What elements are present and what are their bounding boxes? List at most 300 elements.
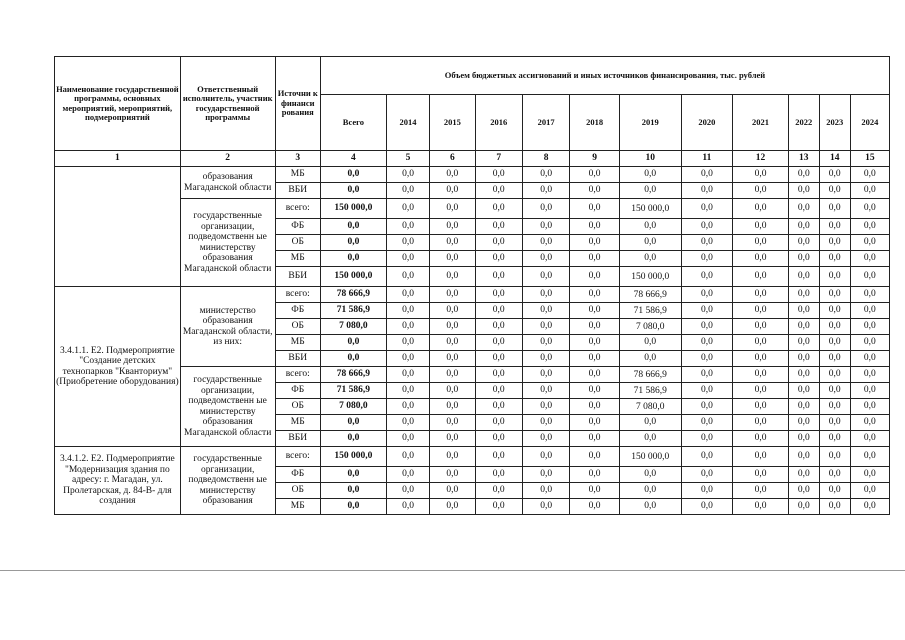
year-value-cell: 0,0 xyxy=(788,415,819,431)
year-value-cell: 0,0 xyxy=(386,431,429,447)
year-value-cell: 0,0 xyxy=(522,287,569,303)
year-value-cell: 0,0 xyxy=(475,399,522,415)
year-value-cell: 0,0 xyxy=(430,167,475,183)
source-cell: ФБ xyxy=(275,467,320,483)
year-value-cell: 0,0 xyxy=(570,235,619,251)
year-value-cell: 0,0 xyxy=(733,235,789,251)
year-value-cell: 0,0 xyxy=(430,287,475,303)
year-value-cell: 0,0 xyxy=(850,447,889,467)
source-cell: ВБИ xyxy=(275,351,320,367)
year-value-cell: 0,0 xyxy=(850,267,889,287)
year-value-cell: 0,0 xyxy=(386,399,429,415)
total-cell: 0,0 xyxy=(320,415,386,431)
source-cell: ОБ xyxy=(275,235,320,251)
year-value-cell: 0,0 xyxy=(522,399,569,415)
year-value-cell: 0,0 xyxy=(788,219,819,235)
year-value-cell: 0,0 xyxy=(733,199,789,219)
year-value-cell: 0,0 xyxy=(681,303,733,319)
year-value-cell: 0,0 xyxy=(819,367,850,383)
year-value-cell: 78 666,9 xyxy=(619,367,681,383)
year-value-cell: 0,0 xyxy=(819,467,850,483)
year-value-cell: 0,0 xyxy=(570,367,619,383)
year-value-cell: 0,0 xyxy=(570,251,619,267)
year-value-cell: 0,0 xyxy=(819,383,850,399)
year-value-cell: 0,0 xyxy=(681,251,733,267)
year-value-cell: 0,0 xyxy=(386,483,429,499)
year-value-cell: 0,0 xyxy=(522,467,569,483)
table-row xyxy=(55,287,890,303)
year-value-cell: 0,0 xyxy=(570,383,619,399)
year-value-cell: 0,0 xyxy=(570,287,619,303)
year-value-cell: 0,0 xyxy=(733,415,789,431)
total-cell: 0,0 xyxy=(320,467,386,483)
total-cell: 150 000,0 xyxy=(320,267,386,287)
year-value-cell: 0,0 xyxy=(819,183,850,199)
header-year: 2015 xyxy=(430,95,475,151)
source-cell: всего: xyxy=(275,367,320,383)
year-value-cell: 0,0 xyxy=(430,251,475,267)
year-value-cell: 0,0 xyxy=(522,335,569,351)
year-value-cell: 0,0 xyxy=(681,335,733,351)
year-value-cell: 71 586,9 xyxy=(619,303,681,319)
year-value-cell: 0,0 xyxy=(430,267,475,287)
year-value-cell: 0,0 xyxy=(681,383,733,399)
total-cell: 0,0 xyxy=(320,351,386,367)
header-responsible-col: Ответственный исполнитель, участник государственной программы xyxy=(180,57,275,151)
year-value-cell: 0,0 xyxy=(386,303,429,319)
year-value-cell: 0,0 xyxy=(386,251,429,267)
year-value-cell: 0,0 xyxy=(681,499,733,515)
budget-table-sheet xyxy=(54,56,890,515)
year-value-cell: 0,0 xyxy=(430,499,475,515)
header-volume-col: Объем бюджетных ассигнований и иных источников финансирования, тыс. рублей xyxy=(320,57,889,95)
year-value-cell: 0,0 xyxy=(522,431,569,447)
year-value-cell: 0,0 xyxy=(850,415,889,431)
year-value-cell: 0,0 xyxy=(619,499,681,515)
year-value-cell: 0,0 xyxy=(681,415,733,431)
column-number: 9 xyxy=(570,151,619,167)
year-value-cell: 0,0 xyxy=(850,467,889,483)
measure-name-cell xyxy=(55,167,181,287)
year-value-cell: 0,0 xyxy=(475,431,522,447)
year-value-cell: 0,0 xyxy=(850,219,889,235)
year-value-cell: 0,0 xyxy=(475,183,522,199)
year-value-cell: 0,0 xyxy=(681,183,733,199)
year-value-cell: 0,0 xyxy=(570,499,619,515)
table-row xyxy=(55,167,890,183)
year-value-cell: 0,0 xyxy=(430,383,475,399)
year-value-cell: 0,0 xyxy=(522,367,569,383)
page-divider xyxy=(0,570,905,571)
year-value-cell: 0,0 xyxy=(386,287,429,303)
source-cell: ФБ xyxy=(275,303,320,319)
year-value-cell: 0,0 xyxy=(733,467,789,483)
year-value-cell: 0,0 xyxy=(681,235,733,251)
year-value-cell: 0,0 xyxy=(570,447,619,467)
column-number: 11 xyxy=(681,151,733,167)
total-cell: 0,0 xyxy=(320,335,386,351)
year-value-cell: 0,0 xyxy=(386,467,429,483)
total-cell: 71 586,9 xyxy=(320,303,386,319)
year-value-cell: 0,0 xyxy=(430,303,475,319)
year-value-cell: 0,0 xyxy=(788,183,819,199)
year-value-cell: 0,0 xyxy=(788,167,819,183)
column-number: 4 xyxy=(320,151,386,167)
total-cell: 0,0 xyxy=(320,183,386,199)
year-value-cell: 0,0 xyxy=(570,303,619,319)
source-cell: ФБ xyxy=(275,383,320,399)
year-value-cell: 0,0 xyxy=(619,415,681,431)
year-value-cell: 0,0 xyxy=(733,499,789,515)
year-value-cell: 0,0 xyxy=(386,167,429,183)
year-value-cell: 0,0 xyxy=(733,399,789,415)
table-row xyxy=(55,447,890,467)
year-value-cell: 0,0 xyxy=(788,199,819,219)
source-cell: МБ xyxy=(275,251,320,267)
year-value-cell: 0,0 xyxy=(850,383,889,399)
year-value-cell: 0,0 xyxy=(522,303,569,319)
column-number: 14 xyxy=(819,151,850,167)
year-value-cell: 0,0 xyxy=(386,199,429,219)
header-year: 2023 xyxy=(819,95,850,151)
year-value-cell: 0,0 xyxy=(522,351,569,367)
year-value-cell: 0,0 xyxy=(430,447,475,467)
year-value-cell: 0,0 xyxy=(570,351,619,367)
year-value-cell: 0,0 xyxy=(681,467,733,483)
year-value-cell: 0,0 xyxy=(475,367,522,383)
budget-table xyxy=(54,56,890,515)
year-value-cell: 0,0 xyxy=(619,251,681,267)
year-value-cell: 0,0 xyxy=(788,383,819,399)
year-value-cell: 0,0 xyxy=(386,447,429,467)
year-value-cell: 0,0 xyxy=(819,335,850,351)
year-value-cell: 0,0 xyxy=(850,499,889,515)
year-value-cell: 0,0 xyxy=(819,351,850,367)
year-value-cell: 0,0 xyxy=(570,335,619,351)
source-cell: МБ xyxy=(275,499,320,515)
year-value-cell: 0,0 xyxy=(619,235,681,251)
year-value-cell: 0,0 xyxy=(475,287,522,303)
year-value-cell: 0,0 xyxy=(819,447,850,467)
year-value-cell: 0,0 xyxy=(475,499,522,515)
year-value-cell: 0,0 xyxy=(788,287,819,303)
year-value-cell: 0,0 xyxy=(681,287,733,303)
year-value-cell: 0,0 xyxy=(570,483,619,499)
year-value-cell: 0,0 xyxy=(850,303,889,319)
year-value-cell: 0,0 xyxy=(788,303,819,319)
source-cell: всего: xyxy=(275,199,320,219)
year-value-cell: 0,0 xyxy=(733,483,789,499)
year-value-cell: 0,0 xyxy=(850,167,889,183)
header-year: 2014 xyxy=(386,95,429,151)
year-value-cell: 0,0 xyxy=(570,167,619,183)
year-value-cell: 0,0 xyxy=(570,267,619,287)
column-number: 5 xyxy=(386,151,429,167)
year-value-cell: 0,0 xyxy=(522,267,569,287)
table-row xyxy=(55,367,890,383)
year-value-cell: 0,0 xyxy=(570,199,619,219)
responsible-cell: министерство образования Магаданской области, из них: xyxy=(180,287,275,367)
year-value-cell: 0,0 xyxy=(850,251,889,267)
year-value-cell: 0,0 xyxy=(788,399,819,415)
measure-name-cell: 3.4.1.2. Е2. Подмероприятие "Модернизация здания по адресу: г. Магадан, ул. Пролетарская, д. 84-В- для создания xyxy=(55,447,181,515)
table-row xyxy=(55,199,890,219)
year-value-cell: 0,0 xyxy=(430,219,475,235)
year-value-cell: 0,0 xyxy=(850,431,889,447)
table-body xyxy=(55,167,890,515)
total-cell: 0,0 xyxy=(320,251,386,267)
year-value-cell: 0,0 xyxy=(386,183,429,199)
year-value-cell: 0,0 xyxy=(819,287,850,303)
source-cell: ОБ xyxy=(275,319,320,335)
total-cell: 7 080,0 xyxy=(320,319,386,335)
year-value-cell: 0,0 xyxy=(430,319,475,335)
year-value-cell: 0,0 xyxy=(850,399,889,415)
year-value-cell: 0,0 xyxy=(819,167,850,183)
year-value-cell: 0,0 xyxy=(619,219,681,235)
total-cell: 150 000,0 xyxy=(320,447,386,467)
header-year: 2016 xyxy=(475,95,522,151)
header-year: 2021 xyxy=(733,95,789,151)
year-value-cell: 0,0 xyxy=(850,367,889,383)
year-value-cell: 0,0 xyxy=(733,351,789,367)
year-value-cell: 0,0 xyxy=(522,219,569,235)
year-value-cell: 0,0 xyxy=(681,267,733,287)
header-year: 2020 xyxy=(681,95,733,151)
column-number: 13 xyxy=(788,151,819,167)
year-value-cell: 0,0 xyxy=(788,335,819,351)
year-value-cell: 0,0 xyxy=(788,235,819,251)
year-value-cell: 0,0 xyxy=(475,303,522,319)
year-value-cell: 0,0 xyxy=(850,199,889,219)
year-value-cell: 0,0 xyxy=(522,483,569,499)
column-number: 8 xyxy=(522,151,569,167)
year-value-cell: 0,0 xyxy=(819,431,850,447)
year-value-cell: 0,0 xyxy=(475,235,522,251)
year-value-cell: 0,0 xyxy=(522,183,569,199)
total-cell: 0,0 xyxy=(320,235,386,251)
year-value-cell: 0,0 xyxy=(850,183,889,199)
year-value-cell: 0,0 xyxy=(733,303,789,319)
responsible-cell: государственные организации, подведомственн ые министерству образования Магаданской области xyxy=(180,199,275,287)
source-cell: ОБ xyxy=(275,483,320,499)
total-cell: 7 080,0 xyxy=(320,399,386,415)
header-year: 2017 xyxy=(522,95,569,151)
year-value-cell: 0,0 xyxy=(570,415,619,431)
year-value-cell: 0,0 xyxy=(475,335,522,351)
year-value-cell: 0,0 xyxy=(386,367,429,383)
year-value-cell: 0,0 xyxy=(733,251,789,267)
year-value-cell: 0,0 xyxy=(570,319,619,335)
year-value-cell: 0,0 xyxy=(430,335,475,351)
year-value-cell: 0,0 xyxy=(619,467,681,483)
year-value-cell: 0,0 xyxy=(475,447,522,467)
source-cell: ОБ xyxy=(275,399,320,415)
year-value-cell: 0,0 xyxy=(850,319,889,335)
year-value-cell: 0,0 xyxy=(733,383,789,399)
year-value-cell: 0,0 xyxy=(819,235,850,251)
year-value-cell: 0,0 xyxy=(850,335,889,351)
year-value-cell: 0,0 xyxy=(522,383,569,399)
year-value-cell: 0,0 xyxy=(430,431,475,447)
column-number: 6 xyxy=(430,151,475,167)
year-value-cell: 0,0 xyxy=(819,303,850,319)
year-value-cell: 0,0 xyxy=(681,483,733,499)
year-value-cell: 0,0 xyxy=(681,167,733,183)
year-value-cell: 0,0 xyxy=(788,447,819,467)
year-value-cell: 0,0 xyxy=(733,287,789,303)
year-value-cell: 7 080,0 xyxy=(619,319,681,335)
year-value-cell: 0,0 xyxy=(681,367,733,383)
year-value-cell: 0,0 xyxy=(475,251,522,267)
year-value-cell: 0,0 xyxy=(788,267,819,287)
year-value-cell: 0,0 xyxy=(819,499,850,515)
year-value-cell: 0,0 xyxy=(570,431,619,447)
year-value-cell: 150 000,0 xyxy=(619,199,681,219)
year-value-cell: 0,0 xyxy=(430,199,475,219)
column-number: 3 xyxy=(275,151,320,167)
year-value-cell: 0,0 xyxy=(386,235,429,251)
year-value-cell: 0,0 xyxy=(733,219,789,235)
year-value-cell: 0,0 xyxy=(681,319,733,335)
source-cell: МБ xyxy=(275,335,320,351)
total-cell: 150 000,0 xyxy=(320,199,386,219)
year-value-cell: 0,0 xyxy=(430,399,475,415)
year-value-cell: 0,0 xyxy=(570,183,619,199)
year-value-cell: 0,0 xyxy=(386,383,429,399)
source-cell: ВБИ xyxy=(275,183,320,199)
year-value-cell: 0,0 xyxy=(681,219,733,235)
year-value-cell: 0,0 xyxy=(386,319,429,335)
year-value-cell: 0,0 xyxy=(850,483,889,499)
column-number-row xyxy=(55,151,890,167)
column-number: 12 xyxy=(733,151,789,167)
year-value-cell: 0,0 xyxy=(570,399,619,415)
year-value-cell: 0,0 xyxy=(386,351,429,367)
year-value-cell: 7 080,0 xyxy=(619,399,681,415)
year-value-cell: 0,0 xyxy=(681,199,733,219)
responsible-cell: государственные организации, подведомственн ые министерству образования xyxy=(180,447,275,515)
year-value-cell: 0,0 xyxy=(475,167,522,183)
total-cell: 0,0 xyxy=(320,167,386,183)
year-value-cell: 0,0 xyxy=(386,267,429,287)
year-value-cell: 0,0 xyxy=(788,351,819,367)
year-value-cell: 0,0 xyxy=(430,183,475,199)
year-value-cell: 0,0 xyxy=(788,483,819,499)
column-number: 15 xyxy=(850,151,889,167)
header-source-col: Источни к финанси рования xyxy=(275,57,320,151)
year-value-cell: 0,0 xyxy=(733,267,789,287)
header-year: 2022 xyxy=(788,95,819,151)
year-value-cell: 0,0 xyxy=(430,235,475,251)
year-value-cell: 0,0 xyxy=(475,267,522,287)
year-value-cell: 0,0 xyxy=(386,499,429,515)
year-value-cell: 78 666,9 xyxy=(619,287,681,303)
year-value-cell: 0,0 xyxy=(850,351,889,367)
year-value-cell: 0,0 xyxy=(619,351,681,367)
year-value-cell: 0,0 xyxy=(619,431,681,447)
total-cell: 0,0 xyxy=(320,483,386,499)
year-value-cell: 0,0 xyxy=(733,367,789,383)
year-value-cell: 0,0 xyxy=(681,351,733,367)
year-value-cell: 0,0 xyxy=(619,335,681,351)
source-cell: ВБИ xyxy=(275,267,320,287)
year-value-cell: 0,0 xyxy=(619,483,681,499)
year-value-cell: 0,0 xyxy=(522,167,569,183)
year-value-cell: 0,0 xyxy=(475,483,522,499)
year-value-cell: 0,0 xyxy=(475,415,522,431)
year-value-cell: 0,0 xyxy=(788,467,819,483)
source-cell: ФБ xyxy=(275,219,320,235)
year-value-cell: 0,0 xyxy=(788,319,819,335)
year-value-cell: 0,0 xyxy=(681,399,733,415)
source-cell: всего: xyxy=(275,447,320,467)
header-name-col: Наименование государственной программы, основных мероприятий, мероприятий, подмероприятий xyxy=(55,57,181,151)
total-cell: 71 586,9 xyxy=(320,383,386,399)
year-value-cell: 0,0 xyxy=(819,415,850,431)
year-value-cell: 0,0 xyxy=(386,219,429,235)
year-value-cell: 0,0 xyxy=(475,383,522,399)
year-value-cell: 0,0 xyxy=(733,335,789,351)
year-value-cell: 150 000,0 xyxy=(619,267,681,287)
year-value-cell: 0,0 xyxy=(788,251,819,267)
header-year: 2019 xyxy=(619,95,681,151)
year-value-cell: 0,0 xyxy=(819,267,850,287)
year-value-cell: 0,0 xyxy=(570,467,619,483)
total-cell: 78 666,9 xyxy=(320,367,386,383)
year-value-cell: 0,0 xyxy=(788,431,819,447)
year-value-cell: 0,0 xyxy=(430,467,475,483)
year-value-cell: 0,0 xyxy=(386,415,429,431)
year-value-cell: 0,0 xyxy=(681,447,733,467)
responsible-cell: государственные организации, подведомственн ые министерству образования Магаданской области xyxy=(180,367,275,447)
year-value-cell: 0,0 xyxy=(819,219,850,235)
year-value-cell: 0,0 xyxy=(681,431,733,447)
source-cell: ВБИ xyxy=(275,431,320,447)
year-value-cell: 0,0 xyxy=(850,287,889,303)
header-total: Всего xyxy=(320,95,386,151)
column-number: 10 xyxy=(619,151,681,167)
total-cell: 0,0 xyxy=(320,499,386,515)
total-cell: 0,0 xyxy=(320,431,386,447)
column-number: 2 xyxy=(180,151,275,167)
year-value-cell: 0,0 xyxy=(522,199,569,219)
year-value-cell: 0,0 xyxy=(522,235,569,251)
year-value-cell: 0,0 xyxy=(819,251,850,267)
year-value-cell: 0,0 xyxy=(819,319,850,335)
header-year: 2018 xyxy=(570,95,619,151)
year-value-cell: 0,0 xyxy=(819,199,850,219)
year-value-cell: 71 586,9 xyxy=(619,383,681,399)
year-value-cell: 0,0 xyxy=(619,167,681,183)
year-value-cell: 0,0 xyxy=(475,319,522,335)
year-value-cell: 0,0 xyxy=(522,251,569,267)
header-year: 2024 xyxy=(850,95,889,151)
source-cell: МБ xyxy=(275,415,320,431)
year-value-cell: 0,0 xyxy=(475,219,522,235)
source-cell: всего: xyxy=(275,287,320,303)
source-cell: МБ xyxy=(275,167,320,183)
year-value-cell: 0,0 xyxy=(570,219,619,235)
year-value-cell: 0,0 xyxy=(819,483,850,499)
year-value-cell: 0,0 xyxy=(619,183,681,199)
year-value-cell: 0,0 xyxy=(522,499,569,515)
year-value-cell: 0,0 xyxy=(522,415,569,431)
year-value-cell: 0,0 xyxy=(430,415,475,431)
year-value-cell: 0,0 xyxy=(430,483,475,499)
year-value-cell: 0,0 xyxy=(522,447,569,467)
year-value-cell: 0,0 xyxy=(430,351,475,367)
